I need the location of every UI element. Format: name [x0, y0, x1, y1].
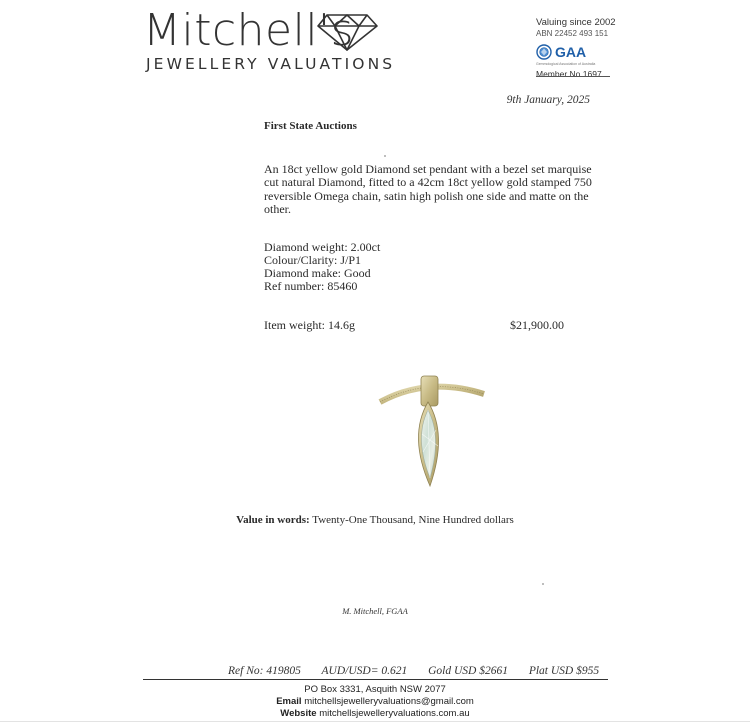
- diamond-make: Diamond make: Good: [264, 266, 371, 280]
- header-divider: [536, 76, 610, 77]
- value-in-words-text: Twenty-One Thousand, Nine Hundred dollars: [312, 514, 514, 526]
- footer-email: [0, 696, 750, 707]
- member-number: Member No 1697: [536, 69, 602, 79]
- recipient: First State Auctions: [264, 120, 357, 132]
- gaa-label: GAA: [555, 44, 587, 60]
- footer-aud-usd: AUD/USD= 0.621: [321, 665, 408, 677]
- value-in-words: [0, 514, 750, 526]
- footer-plat: Plat USD $955: [528, 665, 600, 677]
- ref-number: Ref number: 85460: [264, 279, 358, 293]
- footer-website-link[interactable]: mitchellsjewelleryvaluations.com.au: [319, 708, 470, 719]
- pendant-photo: [378, 374, 488, 489]
- signature: M. Mitchell, FGAA: [342, 606, 408, 616]
- footer-email-label: Email: [276, 696, 302, 707]
- logo-subtitle: JEWELLERY VALUATIONS: [146, 55, 396, 73]
- gaa-seal-icon: [536, 44, 552, 60]
- footer-ref-no: Ref No: 419805: [228, 665, 301, 677]
- abn-number: ABN 22452 493 151: [536, 29, 609, 38]
- footer-website: [0, 708, 750, 719]
- footer-gold: Gold USD $2661: [428, 665, 508, 677]
- item-description: An 18ct yellow gold Diamond set pendant with a bezel set marquise cut natural Diamond, fitted to a 42cm 18ct yellow gold stamped 750 reversible Omega chain, satin high polish one side and matte on the other.: [264, 162, 592, 217]
- credentials-block: [536, 17, 646, 80]
- footer-po-box: PO Box 3331, Asquith NSW 2077: [304, 684, 446, 695]
- page-edge: [0, 721, 750, 722]
- item-value: $21,900.00: [510, 318, 564, 332]
- scan-speck: [384, 155, 386, 157]
- diamond-icon: [317, 12, 379, 52]
- footer-website-label: Website: [280, 708, 317, 719]
- colour-clarity: Colour/Clarity: J/P1: [264, 253, 362, 267]
- footer-rates: [228, 665, 599, 677]
- footer-email-link[interactable]: mitchellsjewelleryvaluations@gmail.com: [304, 696, 474, 707]
- logo-title: Mitchell's: [143, 5, 355, 56]
- value-in-words-label: Value in words:: [236, 514, 310, 526]
- letter-date: 9th January, 2025: [506, 94, 590, 106]
- gaa-tagline: Gemmological Association of Australia: [536, 62, 596, 66]
- scan-speck: [542, 583, 544, 585]
- gaa-badge: [536, 43, 646, 61]
- footer-divider: [143, 679, 608, 680]
- diamond-weight: Diamond weight: 2.00ct: [264, 240, 381, 254]
- valuing-since: Valuing since 2002: [536, 17, 616, 28]
- item-weight: Item weight: 14.6g: [264, 318, 355, 332]
